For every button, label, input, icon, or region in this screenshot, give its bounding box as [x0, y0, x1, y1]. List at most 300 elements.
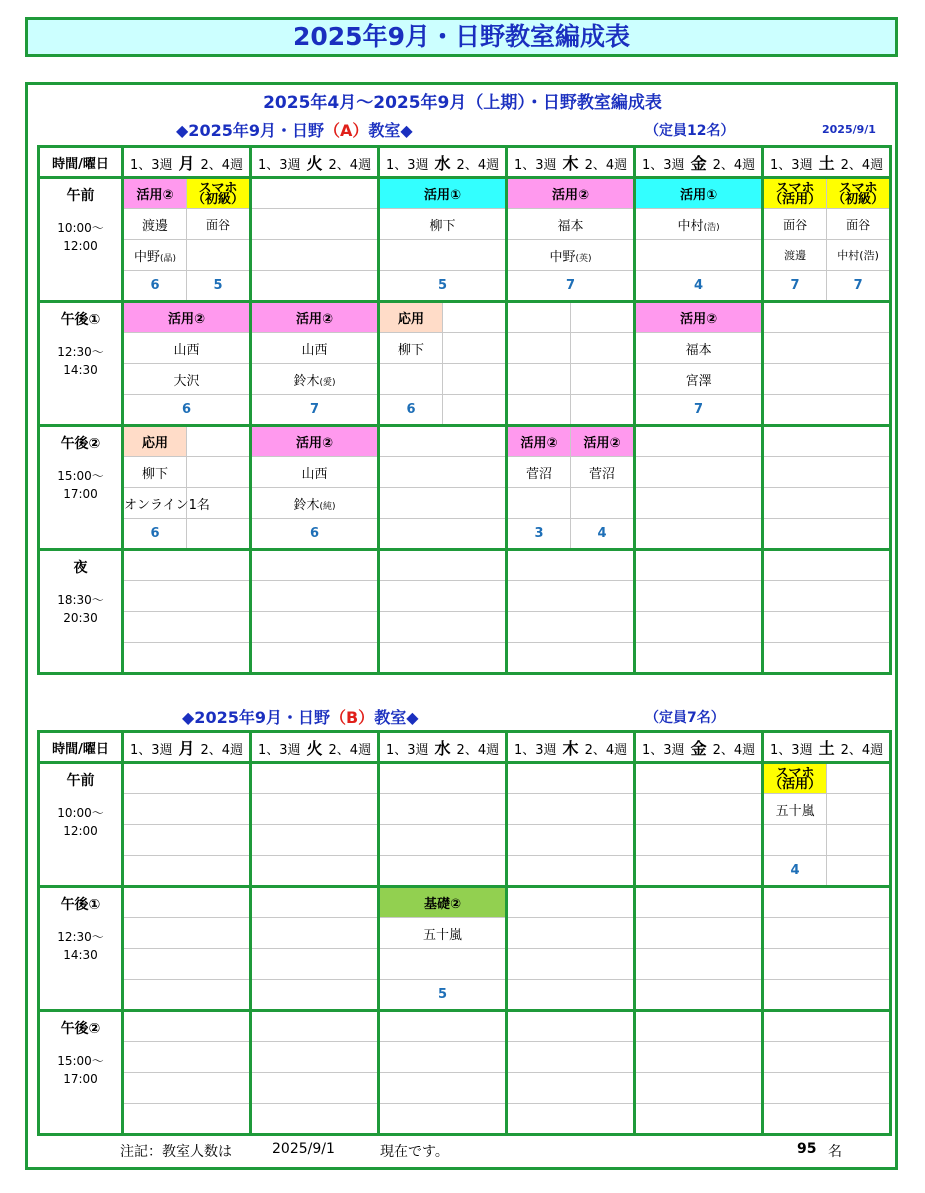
period-label: 夜 — [73, 560, 88, 576]
empty-cell — [251, 271, 379, 302]
empty-cell — [379, 457, 507, 488]
head-count: 6 — [123, 519, 187, 550]
header-fri — [635, 732, 763, 763]
empty-cell — [763, 1011, 891, 1042]
empty-cell — [379, 1011, 507, 1042]
header-time-day: 時間/曜日 — [39, 732, 123, 763]
footer-note: 注記：教室人数は — [120, 1144, 232, 1160]
class-tag: 活用② — [507, 178, 635, 209]
week-odd: 1、3週 — [514, 157, 557, 173]
head-count: 6 — [251, 519, 379, 550]
empty-cell — [763, 1042, 891, 1073]
section-a-title — [176, 118, 413, 141]
empty-cell — [635, 1011, 763, 1042]
night-row-4 — [39, 643, 891, 674]
empty-cell — [251, 581, 379, 612]
head-count: 7 — [763, 271, 827, 302]
empty-cell — [635, 1104, 763, 1135]
empty-cell — [123, 1104, 251, 1135]
empty-cell — [507, 1073, 635, 1104]
b-am-row-1 — [39, 763, 891, 794]
empty-cell — [251, 550, 379, 581]
pm2-row-2 — [39, 457, 891, 488]
empty-cell — [507, 333, 571, 364]
period-time: 12:30～ 14:30 — [57, 930, 104, 962]
empty-cell — [379, 643, 507, 674]
empty-cell — [763, 519, 891, 550]
member-name: 中村(浩) — [827, 240, 891, 271]
empty-cell — [763, 825, 827, 856]
head-count: 7 — [251, 395, 379, 426]
head-count: 7 — [827, 271, 891, 302]
week-even: 2、4週 — [584, 157, 628, 173]
empty-cell — [379, 1104, 507, 1135]
day-thu: 木 — [562, 153, 579, 173]
night-row-1 — [39, 550, 891, 581]
day-fri: 金 — [690, 153, 707, 173]
pm1-row-2 — [39, 333, 891, 364]
week-odd: 1、3週 — [129, 157, 173, 173]
member-name: 中村(浩) — [635, 209, 763, 240]
week-even: 2、4週 — [456, 742, 500, 758]
head-count: 7 — [635, 395, 763, 426]
week-even: 2、4週 — [200, 742, 244, 758]
empty-cell — [123, 1042, 251, 1073]
empty-cell — [123, 980, 251, 1011]
period-label: 午前 — [66, 188, 95, 204]
footer-total: 95 — [797, 1141, 817, 1157]
empty-cell — [251, 763, 379, 794]
empty-cell — [827, 825, 891, 856]
day-thu: 木 — [562, 738, 579, 758]
empty-cell — [635, 794, 763, 825]
empty-cell — [251, 794, 379, 825]
empty-cell — [763, 1073, 891, 1104]
header-sat — [763, 732, 891, 763]
period-pm2 — [39, 426, 123, 550]
night-row-3 — [39, 612, 891, 643]
empty-cell — [571, 364, 635, 395]
day-mon: 月 — [178, 738, 195, 758]
period-pm2 — [39, 1011, 123, 1135]
empty-cell — [507, 364, 571, 395]
member-name: 渡邊 — [763, 240, 827, 271]
empty-cell — [635, 426, 763, 457]
night-row-2 — [39, 581, 891, 612]
section-a-prefix: ◆2025年9月・日野 — [176, 121, 324, 140]
header-thu — [507, 732, 635, 763]
class-tag: 活用② — [251, 426, 379, 457]
empty-cell — [251, 1011, 379, 1042]
member-name: 中野(英) — [507, 240, 635, 271]
empty-cell — [251, 643, 379, 674]
member-name: 鈴木(純) — [251, 488, 379, 519]
week-odd: 1、3週 — [257, 157, 301, 173]
class-tag: 活用② — [507, 426, 571, 457]
empty-cell — [123, 763, 251, 794]
empty-cell — [123, 1011, 251, 1042]
empty-cell — [763, 1104, 891, 1135]
empty-cell — [443, 333, 507, 364]
b-pm1-row-1 — [39, 887, 891, 918]
footer-suffix: 現在です。 — [380, 1144, 449, 1160]
empty-cell — [635, 519, 763, 550]
class-tag: 活用② — [123, 178, 187, 209]
week-even: 2、4週 — [840, 742, 884, 758]
week-even: 2、4週 — [712, 157, 756, 173]
empty-cell — [123, 612, 251, 643]
member-name: 山西 — [123, 333, 251, 364]
empty-cell — [251, 980, 379, 1011]
footer-date: 2025/9/1 — [272, 1141, 335, 1157]
empty-cell — [763, 426, 891, 457]
empty-cell — [507, 949, 635, 980]
class-tag: 応用 — [123, 426, 187, 457]
empty-cell — [251, 1042, 379, 1073]
pm2-row-4 — [39, 519, 891, 550]
empty-cell — [827, 794, 891, 825]
day-wed: 水 — [434, 738, 451, 758]
am-row-1 — [39, 178, 891, 209]
week-even: 2、4週 — [712, 742, 756, 758]
section-b-title — [182, 705, 419, 728]
day-mon: 月 — [178, 153, 195, 173]
empty-cell — [123, 856, 251, 887]
am-row-3 — [39, 240, 891, 271]
table-header-row — [39, 147, 891, 178]
empty-cell — [507, 550, 635, 581]
empty-cell — [507, 763, 635, 794]
member-name: 柳下 — [123, 457, 187, 488]
member-name: 面谷 — [763, 209, 827, 240]
period-label: 午後① — [60, 312, 101, 328]
table-header-row — [39, 732, 891, 763]
week-odd: 1、3週 — [770, 157, 813, 173]
empty-cell — [635, 240, 763, 271]
class-tag: 応用 — [379, 302, 443, 333]
empty-cell — [443, 395, 507, 426]
b-pm2-row-2 — [39, 1042, 891, 1073]
empty-cell — [635, 612, 763, 643]
empty-cell — [123, 887, 251, 918]
empty-cell — [763, 918, 891, 949]
empty-cell — [763, 980, 891, 1011]
empty-cell — [123, 794, 251, 825]
section-b-suffix: 教室◆ — [374, 708, 419, 727]
day-sat: 土 — [818, 738, 835, 758]
member-name: 五十嵐 — [763, 794, 827, 825]
empty-cell — [443, 302, 507, 333]
period-label: 午後② — [60, 436, 101, 452]
empty-cell — [507, 1011, 635, 1042]
empty-cell — [187, 519, 251, 550]
header-thu — [507, 147, 635, 178]
member-name: 中野(晶) — [123, 240, 187, 271]
empty-cell — [763, 887, 891, 918]
empty-cell — [507, 825, 635, 856]
member-name: 菅沼 — [571, 457, 635, 488]
period-label: 午後① — [60, 897, 101, 913]
empty-cell — [187, 240, 251, 271]
period-pm1 — [39, 302, 123, 426]
period-label: 午前 — [66, 773, 95, 789]
week-odd: 1、3週 — [642, 157, 685, 173]
empty-cell — [251, 178, 379, 209]
pm1-row-1 — [39, 302, 891, 333]
subtitle: 2025年4月～2025年9月（上期）・日野教室編成表 — [263, 93, 662, 113]
empty-cell — [507, 395, 571, 426]
week-even: 2、4週 — [840, 157, 884, 173]
empty-cell — [187, 426, 251, 457]
head-count: 4 — [635, 271, 763, 302]
period-label: 午後② — [60, 1021, 101, 1037]
empty-cell — [251, 825, 379, 856]
b-pm2-row-1 — [39, 1011, 891, 1042]
online-note: オンライン1名 — [123, 488, 187, 519]
empty-cell — [763, 949, 891, 980]
empty-cell — [635, 949, 763, 980]
empty-cell — [763, 333, 891, 364]
empty-cell — [635, 980, 763, 1011]
header-mon — [123, 147, 251, 178]
empty-cell — [763, 612, 891, 643]
empty-cell — [123, 949, 251, 980]
section-b-letter: （B） — [329, 708, 375, 727]
empty-cell — [507, 302, 571, 333]
head-count: 6 — [379, 395, 443, 426]
header-sat — [763, 147, 891, 178]
day-tue: 火 — [306, 738, 323, 758]
period-time: 15:00～ 17:00 — [57, 469, 104, 501]
member-name: 菅沼 — [507, 457, 571, 488]
week-odd: 1、3週 — [257, 742, 301, 758]
head-count: 7 — [507, 271, 635, 302]
pm2-row-3 — [39, 488, 891, 519]
week-odd: 1、3週 — [385, 742, 429, 758]
empty-cell — [123, 550, 251, 581]
week-odd: 1、3週 — [514, 742, 557, 758]
head-count: 5 — [379, 271, 507, 302]
section-a-letter: （A） — [323, 121, 369, 140]
empty-cell — [379, 1073, 507, 1104]
member-name: 福本 — [507, 209, 635, 240]
period-time: 12:30～ 14:30 — [57, 345, 104, 377]
empty-cell — [763, 581, 891, 612]
head-count: 3 — [507, 519, 571, 550]
period-am — [39, 763, 123, 887]
empty-cell — [251, 887, 379, 918]
empty-cell — [123, 1073, 251, 1104]
head-count: 4 — [571, 519, 635, 550]
member-name: 山西 — [251, 333, 379, 364]
header-wed — [379, 732, 507, 763]
member-name: 柳下 — [379, 209, 507, 240]
empty-cell — [379, 794, 507, 825]
header-tue — [251, 732, 379, 763]
member-name: 大沢 — [123, 364, 251, 395]
empty-cell — [379, 581, 507, 612]
week-odd: 1、3週 — [642, 742, 685, 758]
class-tag: 活用② — [635, 302, 763, 333]
period-night — [39, 550, 123, 674]
class-tag: 基礎② — [379, 887, 507, 918]
section-a-capacity: （定員12名） — [645, 123, 735, 139]
pm2-row-1 — [39, 426, 891, 457]
empty-cell — [827, 763, 891, 794]
header-time-day: 時間/曜日 — [39, 147, 123, 178]
empty-cell — [251, 918, 379, 949]
empty-cell — [379, 1042, 507, 1073]
empty-cell — [635, 825, 763, 856]
empty-cell — [379, 825, 507, 856]
header-fri — [635, 147, 763, 178]
head-count: 4 — [763, 856, 827, 887]
section-b-table — [37, 730, 892, 1136]
empty-cell — [827, 856, 891, 887]
header-mon — [123, 732, 251, 763]
empty-cell — [571, 488, 635, 519]
empty-cell — [507, 980, 635, 1011]
head-count: 6 — [123, 271, 187, 302]
period-time: 10:00～ 12:00 — [57, 221, 104, 253]
page-banner: 2025年9月・日野教室編成表 — [25, 17, 898, 57]
b-pm1-row-2 — [39, 918, 891, 949]
empty-cell — [379, 519, 507, 550]
empty-cell — [635, 550, 763, 581]
empty-cell — [763, 457, 891, 488]
empty-cell — [507, 581, 635, 612]
b-am-row-2 — [39, 794, 891, 825]
day-wed: 水 — [434, 153, 451, 173]
week-odd: 1、3週 — [770, 742, 813, 758]
class-tag: スマホ （活用） — [763, 763, 827, 794]
empty-cell — [379, 949, 507, 980]
head-count: 5 — [187, 271, 251, 302]
empty-cell — [571, 333, 635, 364]
empty-cell — [251, 949, 379, 980]
empty-cell — [763, 302, 891, 333]
week-odd: 1、3週 — [385, 157, 429, 173]
b-am-row-4 — [39, 856, 891, 887]
b-am-row-3 — [39, 825, 891, 856]
empty-cell — [123, 825, 251, 856]
empty-cell — [507, 1042, 635, 1073]
week-odd: 1、3週 — [129, 742, 173, 758]
empty-cell — [635, 763, 763, 794]
empty-cell — [251, 209, 379, 240]
empty-cell — [635, 918, 763, 949]
class-tag: スマホ （初級） — [187, 178, 251, 209]
empty-cell — [635, 581, 763, 612]
empty-cell — [571, 302, 635, 333]
empty-cell — [763, 643, 891, 674]
member-name: 面谷 — [827, 209, 891, 240]
empty-cell — [635, 488, 763, 519]
period-time: 10:00～ 12:00 — [57, 806, 104, 838]
head-count: 5 — [379, 980, 507, 1011]
empty-cell — [251, 612, 379, 643]
empty-cell — [763, 550, 891, 581]
class-tag: 活用① — [635, 178, 763, 209]
am-row-4 — [39, 271, 891, 302]
empty-cell — [507, 612, 635, 643]
empty-cell — [187, 457, 251, 488]
header-tue — [251, 147, 379, 178]
am-row-2 — [39, 209, 891, 240]
empty-cell — [507, 887, 635, 918]
class-tag: スマホ （初級） — [827, 178, 891, 209]
head-count: 6 — [123, 395, 251, 426]
empty-cell — [379, 763, 507, 794]
empty-cell — [507, 794, 635, 825]
empty-cell — [635, 457, 763, 488]
empty-cell — [379, 364, 443, 395]
member-name: 柳下 — [379, 333, 443, 364]
empty-cell — [763, 364, 891, 395]
b-pm2-row-4 — [39, 1104, 891, 1135]
period-time: 15:00～ 17:00 — [57, 1054, 104, 1086]
section-b-capacity: （定員7名） — [645, 710, 725, 726]
empty-cell — [251, 856, 379, 887]
empty-cell — [379, 550, 507, 581]
b-pm1-row-3 — [39, 949, 891, 980]
week-even: 2、4週 — [328, 742, 372, 758]
day-tue: 火 — [306, 153, 323, 173]
member-name: 福本 — [635, 333, 763, 364]
member-name: 山西 — [251, 457, 379, 488]
week-even: 2、4週 — [328, 157, 372, 173]
empty-cell — [635, 1042, 763, 1073]
period-am — [39, 178, 123, 302]
empty-cell — [123, 918, 251, 949]
week-even: 2、4週 — [200, 157, 244, 173]
period-time: 18:30～ 20:30 — [57, 593, 104, 625]
week-even: 2、4週 — [456, 157, 500, 173]
footer-unit: 名 — [828, 1144, 842, 1160]
member-name: 渡邊 — [123, 209, 187, 240]
empty-cell — [379, 856, 507, 887]
empty-cell — [635, 856, 763, 887]
day-fri: 金 — [690, 738, 707, 758]
b-pm2-row-3 — [39, 1073, 891, 1104]
class-tag: 活用② — [123, 302, 251, 333]
empty-cell — [507, 856, 635, 887]
empty-cell — [443, 364, 507, 395]
member-name: 鈴木(愛) — [251, 364, 379, 395]
section-a-table — [37, 145, 892, 675]
empty-cell — [635, 1073, 763, 1104]
empty-cell — [507, 488, 571, 519]
empty-cell — [123, 581, 251, 612]
day-sat: 土 — [818, 153, 835, 173]
empty-cell — [635, 887, 763, 918]
empty-cell — [635, 643, 763, 674]
section-a-suffix: 教室◆ — [368, 121, 413, 140]
empty-cell — [251, 1104, 379, 1135]
class-tag: 活用② — [571, 426, 635, 457]
header-wed — [379, 147, 507, 178]
empty-cell — [251, 1073, 379, 1104]
period-pm1 — [39, 887, 123, 1011]
empty-cell — [379, 488, 507, 519]
empty-cell — [379, 426, 507, 457]
date-stamp: 2025/9/1 — [822, 123, 876, 136]
pm1-row-3 — [39, 364, 891, 395]
member-name: 面谷 — [187, 209, 251, 240]
class-tag: スマホ （活用） — [763, 178, 827, 209]
week-even: 2、4週 — [584, 742, 628, 758]
b-pm1-row-4 — [39, 980, 891, 1011]
